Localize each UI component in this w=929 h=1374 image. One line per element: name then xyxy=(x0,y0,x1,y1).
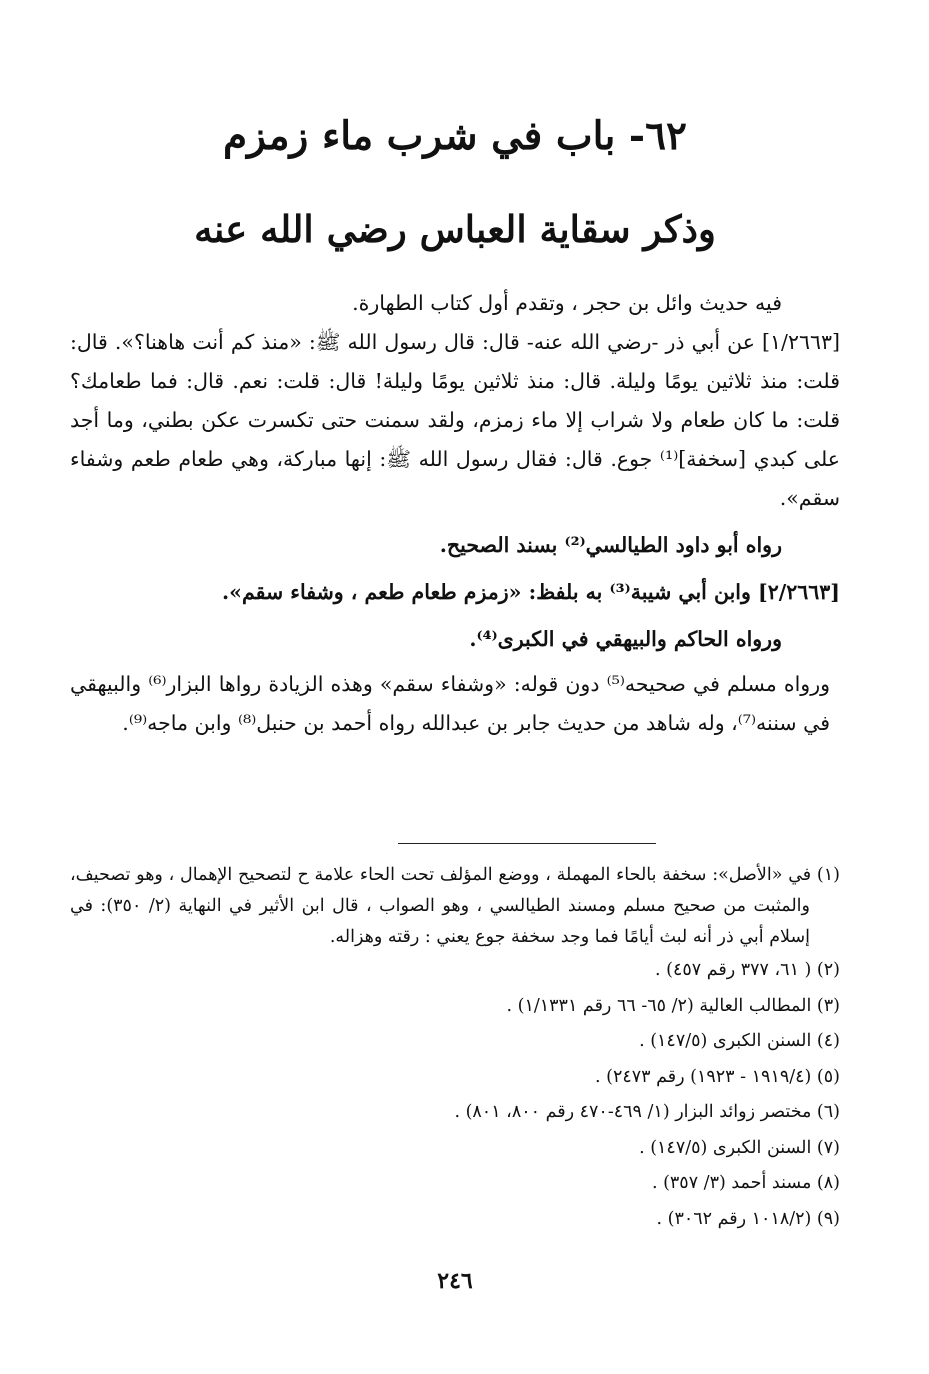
riwaya-line-1: رواه أبو داود الطيالسي⁽²⁾ بسند الصحيح. xyxy=(439,533,782,557)
footnote-9: (٩) (١٠١٨/٢ رقم ٣٠٦٢) . xyxy=(656,1208,840,1229)
hadith-paragraph-2: [٢/٢٦٦٣] وابن أبي شيبة⁽³⁾ به بلفظ: «زمزم طعام طعم ، وشفاء سقم». xyxy=(222,580,840,604)
footnote-6: (٦) مختصر زوائد البزار (١/ ٤٦٩-٤٧٠ رقم ٨٠٠، ٨٠١) . xyxy=(454,1102,840,1122)
chapter-title: ٦٢- باب في شرب ماء زمزم xyxy=(223,113,687,159)
hadith-paragraph-1: [١/٢٦٦٣] عن أبي ذر -رضي الله عنه- قال: قال رسول الله ﷺ: «منذ كم أنت هاهنا؟». قال: قلت: منذ ثلاثين يومًا وليلة. قال: منذ ثلاثين يومًا وليلة! قال: قلت: نعم. قال: فما طعامك؟ قلت: ما كان طعام ولا شراب إلا ماء زمزم، ولقد سمنت حتى تكسرت عكن بطني، وما أجد على كبدي [سخفة]⁽¹⁾ جوع. قال: فقال رسول الله ﷺ: إنها مباركة، وهي طعام طعم وشفاء سقم». xyxy=(70,330,840,510)
footnotes xyxy=(70,860,840,1237)
narration-paragraph: ورواه مسلم في صحيحه⁽⁵⁾ دون قوله: «وشفاء سقم» وهذه الزيادة رواها البزار⁽⁶⁾ والبيهقي في سننه⁽⁷⁾، وله شاهد من حديث جابر بن عبدالله رواه أحمد بن حنبل⁽⁸⁾ وابن ماجه⁽⁹⁾. xyxy=(70,672,831,735)
footnote-1: (١) في «الأصل»: سخفة بالحاء المهملة ، ووضع المؤلف تحت الحاء علامة ح لتصحيح الإهمال ، وهو تصحيف، والمثبت من صحيح مسلم ومسند الطيالسي ، وهو الصواب ، قال ابن الأثير في النهاية (٢/ ٣٥٠): في إسلام أبي ذر أنه لبث أيامًا فما وجد سخفة جوع يعني : رقته وهزاله. xyxy=(70,865,840,947)
riwaya-line-2: ورواه الحاكم والبيهقي في الكبرى⁽⁴⁾. xyxy=(469,627,782,651)
footnote-7: (٧) السنن الكبرى (١٤٧/٥) . xyxy=(639,1137,840,1158)
main-text xyxy=(70,284,840,743)
footnote-divider xyxy=(398,843,656,844)
footnote-4: (٤) السنن الكبرى (١٤٧/٥) . xyxy=(639,1031,840,1051)
book-page xyxy=(70,0,840,1374)
chapter-subtitle: وذكر سقاية العباس رضي الله عنه xyxy=(194,207,716,251)
intro-paragraph: فيه حديث وائل بن حجر ، وتقدم أول كتاب الطهارة. xyxy=(352,291,782,315)
footnote-2: (٢) ( ٦١، ٣٧٧ رقم ٤٥٧) . xyxy=(655,960,840,980)
footnote-5: (٥) (١٩١٩/٤ - ١٩٢٣) رقم ٢٤٧٣) . xyxy=(595,1066,840,1087)
footnote-3: (٣) المطالب العالية (٢/ ٦٥- ٦٦ رقم ١/١٣٣١) . xyxy=(506,995,840,1016)
page-number: ٢٤٦ xyxy=(437,1268,473,1294)
footnote-8: (٨) مسند أحمد (٣/ ٣٥٧) . xyxy=(651,1173,840,1193)
